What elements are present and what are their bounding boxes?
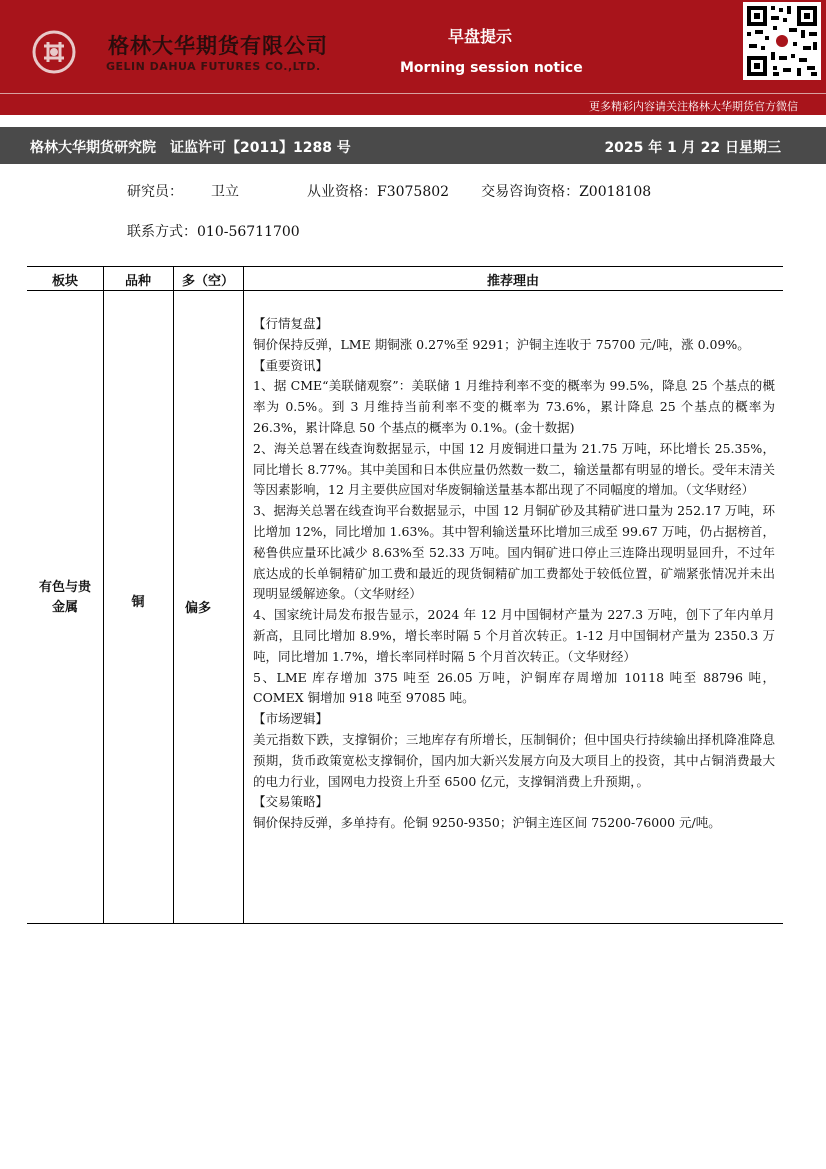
- paragraph: 4、国家统计局发布报告显示，2024 年 12 月中国铜材产量为 227.3 万吨，创下了年内单月新高，且同比增加 8.9%，增长率时隔 5 个月首次转正。1-12 月中国铜材产量为 2350.3 万吨，同比增加 1.7%，增长率同样时隔 5 个月首次转正。（文华财经）: [253, 607, 775, 664]
- product-cell: 铜: [131, 595, 145, 610]
- company-name-cn: 格林大华期货有限公司: [108, 34, 328, 58]
- section-heading: 【行情复盘】: [253, 316, 329, 331]
- sector-cell: 有色与贵金属: [38, 580, 91, 615]
- header-banner: [0, 0, 826, 115]
- paragraph: 1、据 CME“美联储观察”：美联储 1 月维持利率不变的概率为 99.5%，降息 25 个基点的概率为 0.5%。到 3 月维持当前利率不变的概率为 73.6%，累计降息 25 个基点的概率为 26.3%，累计降息 50 个基点的概率为 0.1%。(金十数据): [253, 378, 775, 435]
- report-date: 2025 年 1 月 22 日星期三: [604, 140, 781, 156]
- follow-wechat-text: 更多精彩内容请关注格林大华期货官方微信: [589, 100, 798, 113]
- section-heading: 【市场逻辑】: [253, 711, 329, 727]
- researcher-info: [127, 181, 651, 201]
- company-name-en: GELIN DAHUA FUTURES CO.,LTD.: [106, 60, 321, 73]
- researcher-label: 研究员：: [127, 184, 183, 200]
- column-divider: [173, 267, 174, 923]
- section-heading: 【交易策略】: [253, 794, 329, 810]
- institute-license: 格林大华期货研究院 证监许可【2011】1288 号: [30, 140, 351, 156]
- paragraph: 5、LME 库存增加 375 吨至 26.05 万吨，沪铜库存周增加 10118 吨至 88796 吨，COMEX 铜增加 918 吨至 97085 吨。: [253, 669, 775, 706]
- contact-info: 联系方式：010-56711700: [127, 224, 300, 240]
- header-direction: 多（空）: [181, 274, 234, 289]
- paragraph: 3、据海关总署在线查询平台数据显示，中国 12 月铜矿砂及其精矿进口量为 252.17 万吨，环比增加 12%，同比增加 1.63%。其中智利输送量环比增加三成至 99.67 万吨，仍占据榜首，秘鲁供应量环比减少 8.63%至 52.33 万吨。国内铜矿进口停止三连降出现明显回升，不过年底达成的长单铜精矿加工费和最近的现货铜精矿加工费都处于较低位置，矿端紧张情况并未出现明显缓解迹象。（文华财经）: [253, 503, 775, 602]
- paragraph: 铜价保持反弹，多单持有。伦铜 9250-9350；沪铜主连区间 75200-76000 元/吨。: [253, 815, 721, 831]
- paragraph: 美元指数下跌，支撑铜价；三地库存有所增长，压制铜价；但中国央行持续输出择机降准降息预期，货币政策宽松支撑铜价，国内加大新兴发展方向及大项目上的投资，其中占铜消费最大的电力行业，国网电力投资上升至 6500 亿元，支撑铜消费上升预期，。: [253, 731, 775, 789]
- researcher-name: 卫立: [211, 184, 239, 200]
- recommendation-table: [27, 266, 783, 924]
- company-logo-icon: [32, 30, 76, 74]
- report-title-cn: 早盘提示: [447, 27, 512, 46]
- header-product: 品种: [124, 274, 151, 289]
- report-title-en: Morning session notice: [400, 60, 583, 76]
- wechat-qr-code-icon: [743, 2, 821, 80]
- direction-cell: 偏多: [184, 601, 211, 616]
- column-divider: [243, 267, 244, 923]
- paragraph: 铜价保持反弹，LME 期铜涨 0.27%至 9291；沪铜主连收于 75700 元/吨，涨 0.09%。: [253, 336, 750, 352]
- paragraph: 2、海关总署在线查询数据显示，中国 12 月废铜进口量为 21.75 万吨，环比增长 25.35%，同比增长 8.77%。其中美国和日本供应量仍然数一数二，输送量都有明显的增长。受年末清关等因素影响，12 月主要供应国对华废铜输送量基本都出现了不同幅度的增加。（文华财经）: [253, 440, 775, 498]
- header-sector: 板块: [51, 274, 78, 289]
- header-divider: [27, 290, 783, 291]
- qualification-number: 从业资格：F3075802: [307, 184, 450, 200]
- advisory-qualification: 交易咨询资格：Z0018108: [481, 184, 652, 200]
- reason-content: [253, 314, 775, 834]
- header-reason: 推荐理由: [486, 274, 539, 289]
- info-bar: [0, 127, 826, 164]
- section-heading: 【重要资讯】: [253, 357, 329, 373]
